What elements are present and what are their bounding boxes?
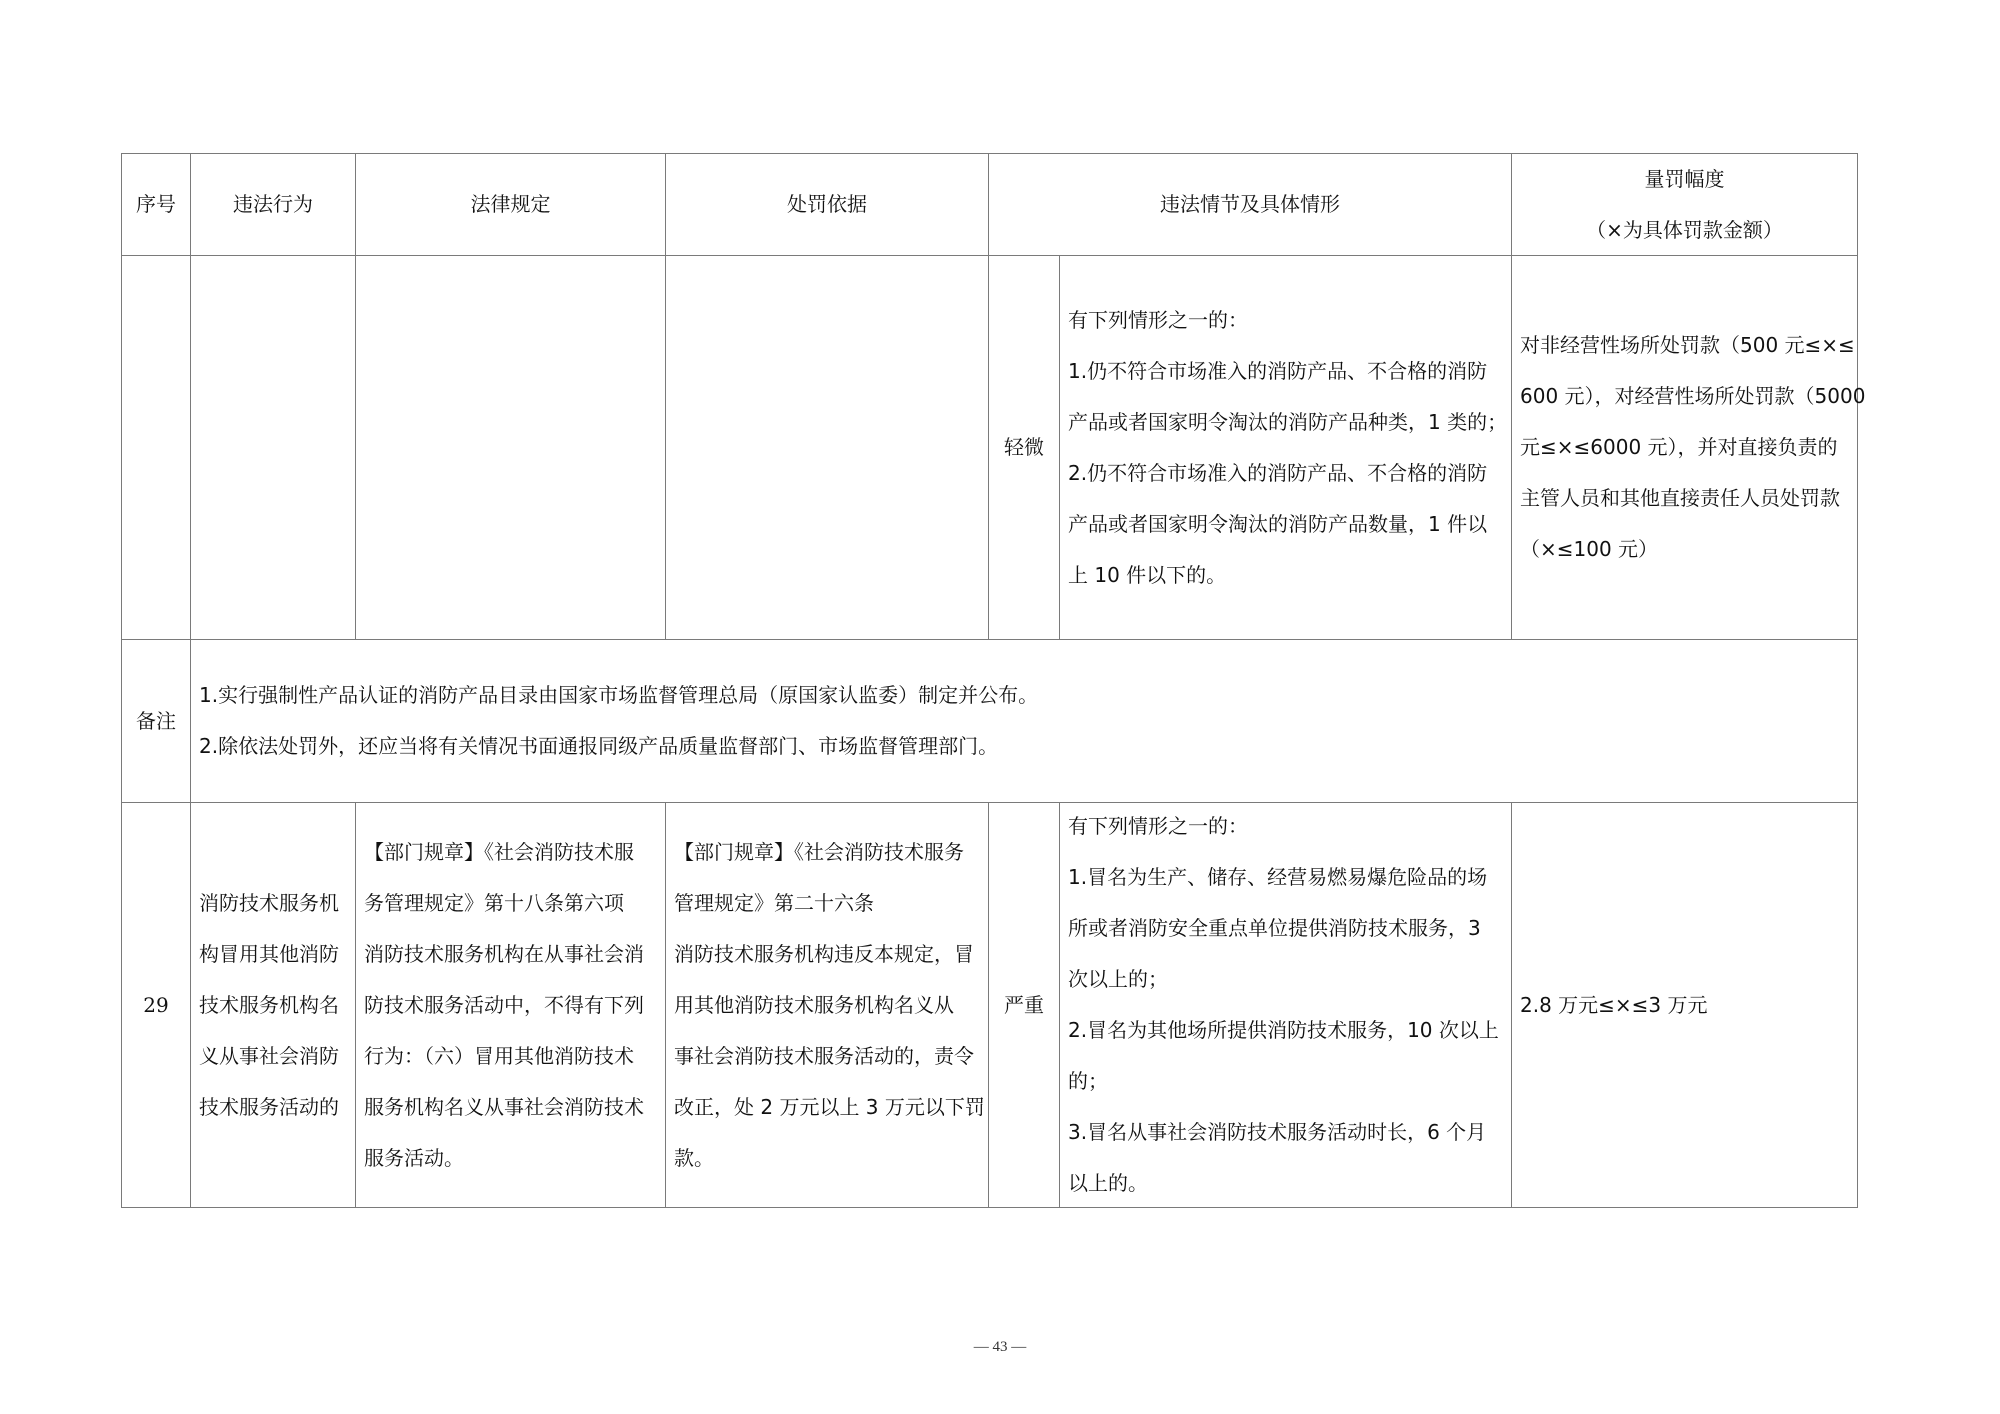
basis-line: 款。: [674, 1145, 714, 1170]
penalty-line: 对非经营性场所处罚款（500 元≤×≤: [1520, 333, 1855, 357]
behavior-line: 构冒用其他消防: [199, 941, 339, 966]
detail-line: 的；: [1068, 1069, 1108, 1093]
basis-line: 事社会消防技术服务活动的，责令: [674, 1043, 974, 1068]
cell-penalty-29: [1511, 802, 1858, 1208]
header-seq-text: 序号: [136, 192, 176, 216]
remark-line: 2.除依法处罚外，还应当将有关情况书面通报同级产品质量监督部门、市场监督管理部门。: [199, 734, 999, 758]
penalty-line: 元≤×≤6000 元），并对直接负责的: [1520, 435, 1838, 459]
detail-line: 3.冒名从事社会消防技术服务活动时长，6 个月: [1068, 1120, 1487, 1144]
behavior-line: 技术服务机构名: [199, 992, 339, 1017]
cell-level-29: [988, 802, 1060, 1208]
header-circumstance-text: 违法情节及具体情形: [1160, 192, 1340, 216]
table-row-remark: [121, 639, 1858, 803]
cell-remark-content: [190, 639, 1858, 803]
law-line: 服务活动。: [364, 1145, 464, 1170]
cell-seq-empty: [121, 255, 191, 640]
detail-line: 产品或者国家明令淘汰的消防产品数量，1 件以: [1068, 511, 1488, 536]
seq-29-text: 29: [143, 992, 169, 1017]
detail-line: 1.仍不符合市场准入的消防产品、不合格的消防: [1068, 358, 1488, 383]
cell-remark-label: [121, 639, 191, 803]
cell-level-light: [988, 255, 1060, 640]
detail-line: 有下列情形之一的：: [1068, 307, 1248, 332]
header-circumstance: [988, 153, 1512, 256]
remark-label-text: 备注: [136, 708, 176, 733]
law-line: 务管理规定》第十八条第六项: [364, 890, 624, 915]
header-seq: [121, 153, 191, 256]
cell-law-empty: [355, 255, 666, 640]
law-line: 行为：（六）冒用其他消防技术: [364, 1043, 634, 1068]
behavior-line: 技术服务活动的: [199, 1094, 339, 1119]
table-row-29: [121, 802, 1858, 1208]
penalty-line: 600 元），对经营性场所处罚款（5000: [1520, 384, 1866, 408]
law-line: 【部门规章】《社会消防技术服: [364, 839, 634, 864]
page-number: — 43 —: [973, 1339, 1027, 1355]
behavior-line: 义从事社会消防: [199, 1043, 339, 1068]
header-behavior: [190, 153, 356, 256]
basis-line: 用其他消防技术服务机构名义从: [674, 992, 954, 1017]
detail-line: 2.冒名为其他场所提供消防技术服务，10 次以上: [1068, 1018, 1499, 1042]
details-29-lines: [1068, 801, 1499, 1209]
header-penalty: [1511, 153, 1858, 256]
basis-line: 管理规定》第二十六条: [674, 890, 874, 915]
detail-line: 以上的。: [1068, 1171, 1148, 1195]
remark-line: 1.实行强制性产品认证的消防产品目录由国家市场监督管理总局（原国家认监委）制定并公布。: [199, 683, 1039, 707]
law-line: 防技术服务活动中，不得有下列: [364, 992, 644, 1017]
law-line: 消防技术服务机构在从事社会消: [364, 941, 644, 966]
remark-lines: [199, 670, 1038, 772]
cell-behavior-29: [190, 802, 356, 1208]
penalty-line: （×≤100 元）: [1520, 537, 1659, 561]
table-header-row: [121, 153, 1858, 256]
cell-details-29: [1059, 802, 1512, 1208]
cell-details-light: [1059, 255, 1512, 640]
cell-penalty-light: [1511, 255, 1866, 640]
law-29-lines: [364, 827, 644, 1184]
cell-seq-29: [121, 802, 191, 1208]
detail-line: 有下列情形之一的：: [1068, 814, 1248, 838]
penalty-line: 主管人员和其他直接责任人员处罚款: [1520, 486, 1840, 510]
header-penalty-title: 量罚幅度: [1644, 166, 1725, 191]
detail-line: 1.冒名为生产、储存、经营易燃易爆危险品的场: [1068, 865, 1488, 889]
detail-line: 产品或者国家明令淘汰的消防产品种类，1 类的；: [1068, 409, 1508, 434]
header-basis: [665, 153, 989, 256]
detail-line: 2.仍不符合市场准入的消防产品、不合格的消防: [1068, 460, 1488, 485]
behavior-29-lines: [199, 878, 339, 1133]
level-light-text: 轻微: [1004, 435, 1044, 459]
table-row-light: [121, 255, 1866, 640]
penalty-29-text: 2.8 万元≤×≤3 万元: [1520, 992, 1708, 1017]
penalty-light-list: [1520, 320, 1865, 575]
basis-line: 消防技术服务机构违反本规定，冒: [674, 941, 974, 966]
detail-line: 上 10 件以下的。: [1068, 562, 1227, 587]
behavior-line: 消防技术服务机: [199, 890, 339, 915]
detail-line: 次以上的；: [1068, 967, 1168, 991]
header-law: [355, 153, 666, 256]
header-law-text: 法律规定: [470, 192, 551, 216]
basis-29-lines: [674, 827, 985, 1184]
basis-line: 【部门规章】《社会消防技术服务: [674, 839, 964, 864]
cell-basis-empty: [665, 255, 989, 640]
cell-behavior-empty: [190, 255, 356, 640]
cell-basis-29: [665, 802, 989, 1208]
header-penalty-note: （×为具体罚款金额）: [1586, 217, 1783, 242]
header-behavior-text: 违法行为: [233, 192, 313, 216]
law-line: 服务机构名义从事社会消防技术: [364, 1094, 644, 1119]
cell-law-29: [355, 802, 666, 1208]
basis-line: 改正，处 2 万元以上 3 万元以下罚: [674, 1094, 985, 1119]
penalty-table: [121, 153, 1866, 1208]
detail-line: 所或者消防安全重点单位提供消防技术服务，3: [1068, 916, 1481, 940]
details-light-list: [1068, 295, 1507, 601]
header-basis-text: 处罚依据: [787, 192, 867, 216]
level-29-text: 严重: [1004, 992, 1044, 1017]
